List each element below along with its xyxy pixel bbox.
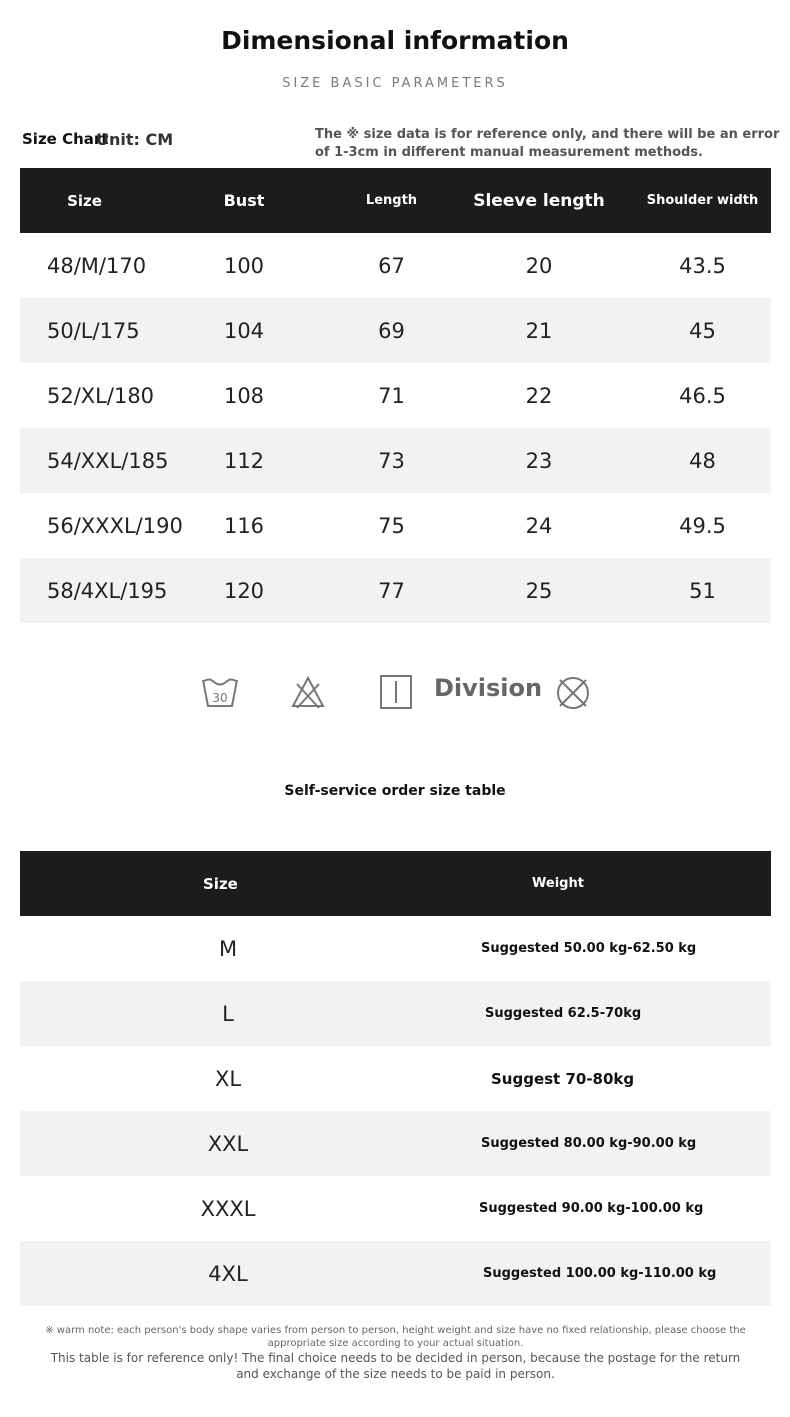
cell-sleeve-length: 21	[444, 298, 634, 363]
cell-length: 77	[339, 558, 444, 623]
hang-dry-icon	[378, 672, 414, 712]
no-bleach-icon	[290, 672, 326, 712]
order-table-title: Self-service order size table	[284, 783, 506, 799]
page-title: Dimensional information	[221, 26, 569, 55]
cell-size: XL	[214, 1066, 242, 1091]
cell-sleeve-length: 20	[525, 253, 553, 278]
cell-shoulder-width: 51	[634, 558, 771, 623]
header-size: Size	[20, 851, 436, 916]
table-row	[20, 916, 771, 981]
table-row	[20, 1111, 771, 1176]
cell-sleeve-length: 22	[525, 383, 553, 408]
header-size: Size	[20, 168, 149, 233]
cell-shoulder-width: 48	[634, 428, 771, 493]
table-row	[20, 1241, 771, 1306]
cell-size: M	[218, 936, 238, 961]
cell-length: 73	[339, 428, 444, 493]
warm-note: ※ warm note: each person's body shape varies from person to person, height weight and size have no fixed relationship, please choose the appropriate size according to your actual situation.	[45, 1325, 746, 1349]
reference-disclaimer: This table is for reference only! The final choice needs to be decided in person, because the postage for the return and exchange of the size needs to be paid in person.	[50, 1351, 741, 1381]
cell-shoulder-width: 43.5	[679, 253, 726, 278]
cell-bust: 100	[223, 253, 265, 278]
cell-bust: 116	[223, 513, 265, 538]
wash-temp: 30	[212, 691, 228, 705]
cell-length: 69	[339, 298, 444, 363]
table-row	[20, 298, 771, 363]
reference-note: The ※ size data is for reference only, and there will be an error of 1-3cm in different manual measurement methods.	[315, 127, 780, 160]
no-dry-clean-icon	[553, 672, 593, 712]
cell-sleeve-length: 24	[525, 513, 553, 538]
cell-length: 67	[378, 253, 405, 278]
table-header-row	[20, 851, 771, 916]
cell-size: XXXL	[200, 1196, 256, 1221]
cell-weight: Suggested 62.5-70kg	[436, 981, 771, 1046]
table-row	[20, 558, 771, 623]
order-size-table	[20, 851, 771, 1306]
header-weight: Weight	[436, 851, 771, 916]
cell-size: 50/L/175	[20, 298, 149, 363]
header-length: Length	[339, 168, 444, 233]
cell-sleeve-length: 23	[444, 428, 634, 493]
cell-weight: Suggest 70-80kg	[491, 1069, 635, 1088]
table-row	[20, 981, 771, 1046]
cell-bust: 104	[149, 298, 339, 363]
cell-size: 48/M/170	[47, 253, 147, 278]
cell-size: 4XL	[20, 1241, 436, 1306]
cell-length: 75	[378, 513, 405, 538]
header-shoulder-width: Shoulder width	[634, 168, 771, 233]
table-row	[20, 1176, 771, 1241]
unit-label: Unit: CM	[96, 130, 174, 149]
wash-30-icon	[200, 672, 240, 712]
cell-size: 58/4XL/195	[20, 558, 149, 623]
size-chart-label: Size Chart	[22, 130, 109, 148]
table-row	[20, 428, 771, 493]
table-row	[20, 1046, 771, 1111]
cell-weight: Suggested 50.00 kg-62.50 kg	[481, 941, 697, 956]
cell-sleeve-length: 25	[444, 558, 634, 623]
cell-weight: Suggested 80.00 kg-90.00 kg	[436, 1111, 771, 1176]
care-icons	[0, 672, 790, 716]
cell-size: 56/XXXL/190	[47, 513, 183, 538]
cell-shoulder-width: 49.5	[679, 513, 726, 538]
cell-shoulder-width: 45	[634, 298, 771, 363]
cell-bust: 112	[149, 428, 339, 493]
cell-length: 71	[378, 383, 405, 408]
cell-weight: Suggested 90.00 kg-100.00 kg	[479, 1201, 704, 1216]
header-bust: Bust	[149, 168, 339, 233]
cell-size: XXL	[20, 1111, 436, 1176]
table-row	[20, 493, 771, 558]
cell-size: 54/XXL/185	[20, 428, 149, 493]
cell-shoulder-width: 46.5	[679, 383, 726, 408]
size-chart-table	[20, 168, 771, 623]
cell-size: L	[20, 981, 436, 1046]
cell-bust: 108	[223, 383, 265, 408]
cell-bust: 120	[149, 558, 339, 623]
table-header-row	[20, 168, 771, 233]
page-subtitle: SIZE BASIC PARAMETERS	[282, 76, 508, 91]
cell-weight: Suggested 100.00 kg-110.00 kg	[436, 1241, 771, 1306]
table-row	[20, 233, 771, 298]
table-row	[20, 363, 771, 428]
division-label: Division	[434, 674, 543, 702]
cell-size: 52/XL/180	[47, 383, 155, 408]
header-sleeve-length: Sleeve length	[444, 168, 634, 233]
